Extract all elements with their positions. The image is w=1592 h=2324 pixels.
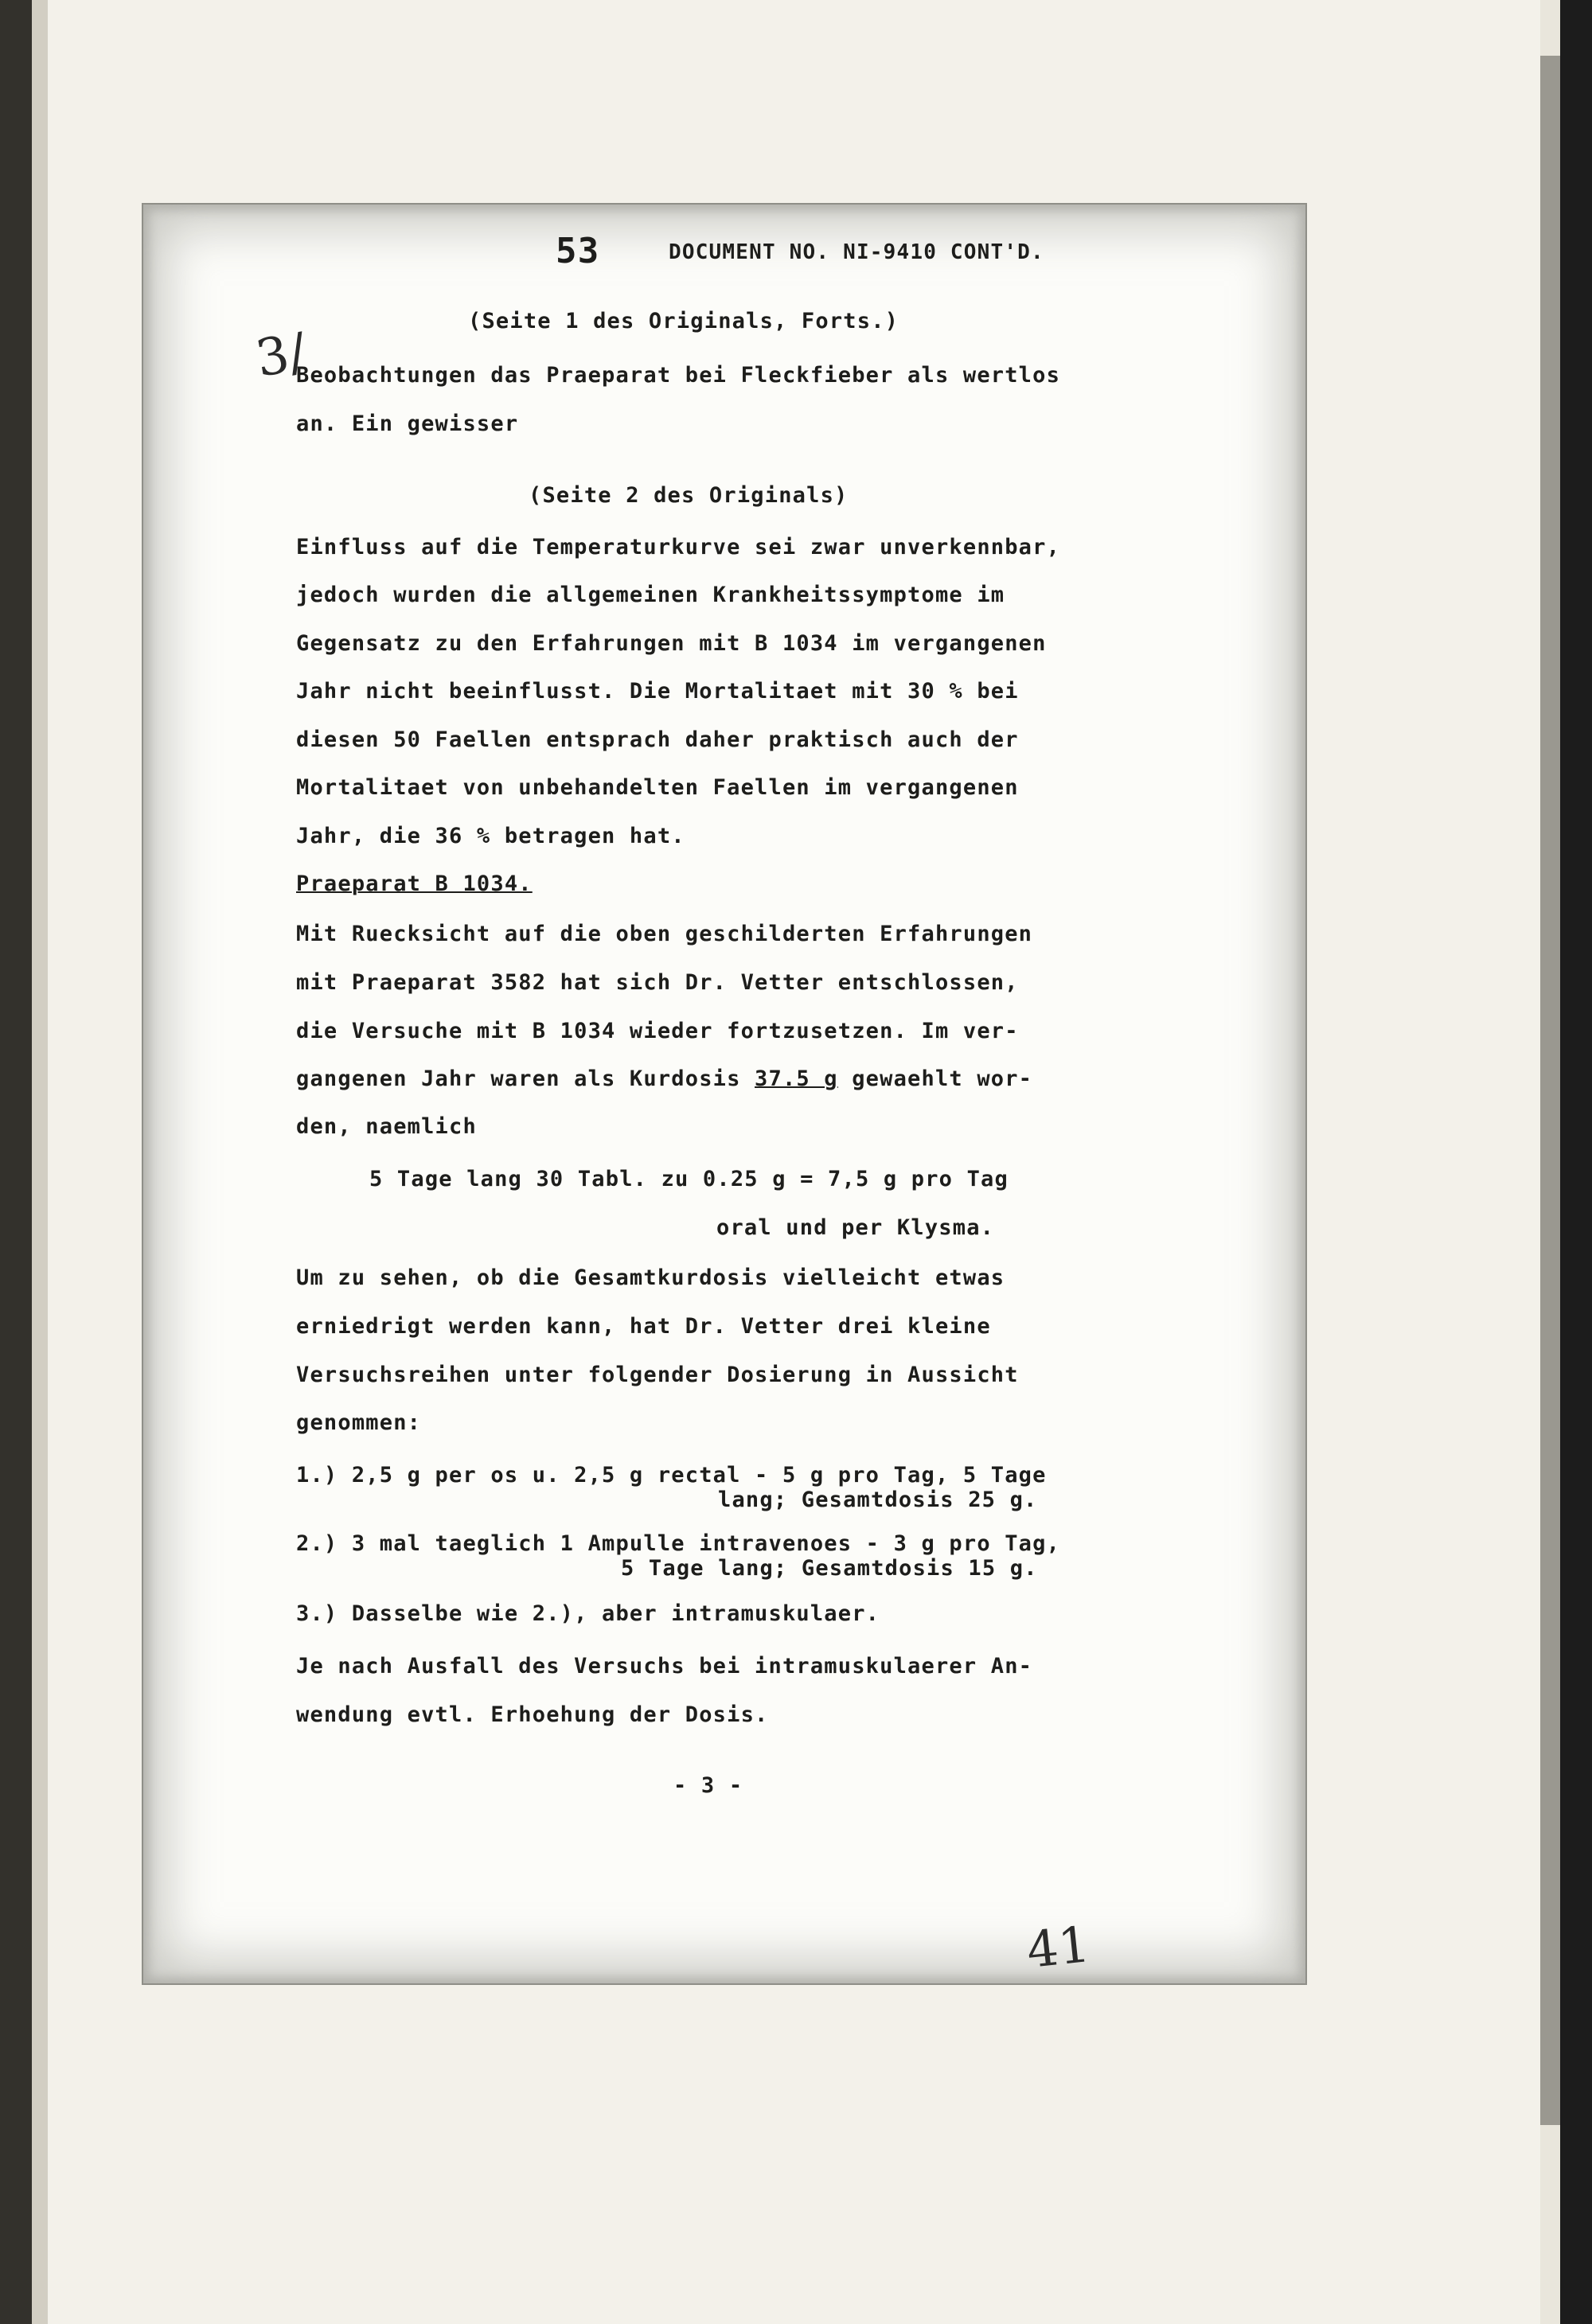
line-7: Gegensatz zu den Erfahrungen mit B 1034 im vergangenen [296, 631, 1047, 656]
line-23: genommen: [296, 1410, 422, 1435]
page-number: 53 [556, 231, 600, 271]
list-item-2-cont: 5 Tage lang; Gesamtdosis 15 g. [621, 1556, 1038, 1581]
list-item-1-cont: lang; Gesamtdosis 25 g. [718, 1488, 1038, 1512]
line-16-c: gewaehlt wor- [837, 1066, 1033, 1091]
line-8: Jahr nicht beeinflusst. Die Mortalitaet mit 30 % bei [296, 679, 1019, 704]
line-19: oral und per Klysma. [716, 1215, 995, 1240]
book-binding-left [0, 0, 32, 2324]
list-item-1: 1.) 2,5 g per os u. 2,5 g rectal - 5 g pro Tag, 5 Tage [296, 1463, 1047, 1488]
line-29: Je nach Ausfall des Versuchs bei intramuskulaerer An- [296, 1654, 1033, 1679]
page-edge-left [32, 0, 48, 2324]
list-item-3: 3.) Dasselbe wie 2.), aber intramuskulaer. [296, 1601, 880, 1626]
line-18: 5 Tage lang 30 Tabl. zu 0.25 g = 7,5 g pro Tag [369, 1167, 1009, 1191]
footer-page-number: - 3 - [673, 1773, 743, 1798]
line-5: Einfluss auf die Temperaturkurve sei zwar unverkennbar, [296, 535, 1061, 560]
line-1: (Seite 1 des Originals, Forts.) [468, 309, 899, 333]
line-3: an. Ein gewisser [296, 411, 519, 436]
handwritten-page-number: 41 [1024, 1915, 1093, 1979]
line-6: jedoch wurden die allgemeinen Krankheitssymptome im [296, 583, 1005, 607]
line-17: den, naemlich [296, 1114, 477, 1139]
line-15: die Versuche mit B 1034 wieder fortzusetzen. Im ver- [296, 1019, 1019, 1043]
line-22: Versuchsreihen unter folgender Dosierung in Aussicht [296, 1363, 1019, 1387]
line-9: diesen 50 Faellen entsprach daher praktisch auch der [296, 727, 1019, 752]
book-binding-right [1560, 0, 1592, 2324]
page-edge-right [1540, 56, 1560, 2125]
line-13: Mit Ruecksicht auf die oben geschilderten Erfahrungen [296, 922, 1033, 946]
line-4: (Seite 2 des Originals) [529, 483, 849, 508]
line-21: erniedrigt werden kann, hat Dr. Vetter drei kleine [296, 1314, 991, 1339]
line-2: Beobachtungen das Praeparat bei Fleckfieber als wertlos [296, 363, 1061, 388]
list-item-2: 2.) 3 mal taeglich 1 Ampulle intravenoes - 3 g pro Tag, [296, 1531, 1061, 1556]
line-10: Mortalitaet von unbehandelten Faellen im vergangenen [296, 775, 1019, 800]
document-reference: DOCUMENT NO. NI-9410 CONT'D. [669, 240, 1044, 264]
line-16-a: gangenen Jahr waren als Kurdosis [296, 1066, 755, 1091]
line-14: mit Praeparat 3582 hat sich Dr. Vetter entschlossen, [296, 970, 1019, 995]
margin-mark: 3/ [252, 322, 311, 389]
dose-underlined: 37.5 g [755, 1066, 838, 1091]
line-20: Um zu sehen, ob die Gesamtkurdosis vielleicht etwas [296, 1265, 1005, 1290]
line-11: Jahr, die 36 % betragen hat. [296, 824, 685, 848]
line-16 [296, 1066, 1032, 1091]
section-heading: Praeparat B 1034. [296, 872, 533, 896]
line-30: wendung evtl. Erhoehung der Dosis. [296, 1702, 769, 1727]
